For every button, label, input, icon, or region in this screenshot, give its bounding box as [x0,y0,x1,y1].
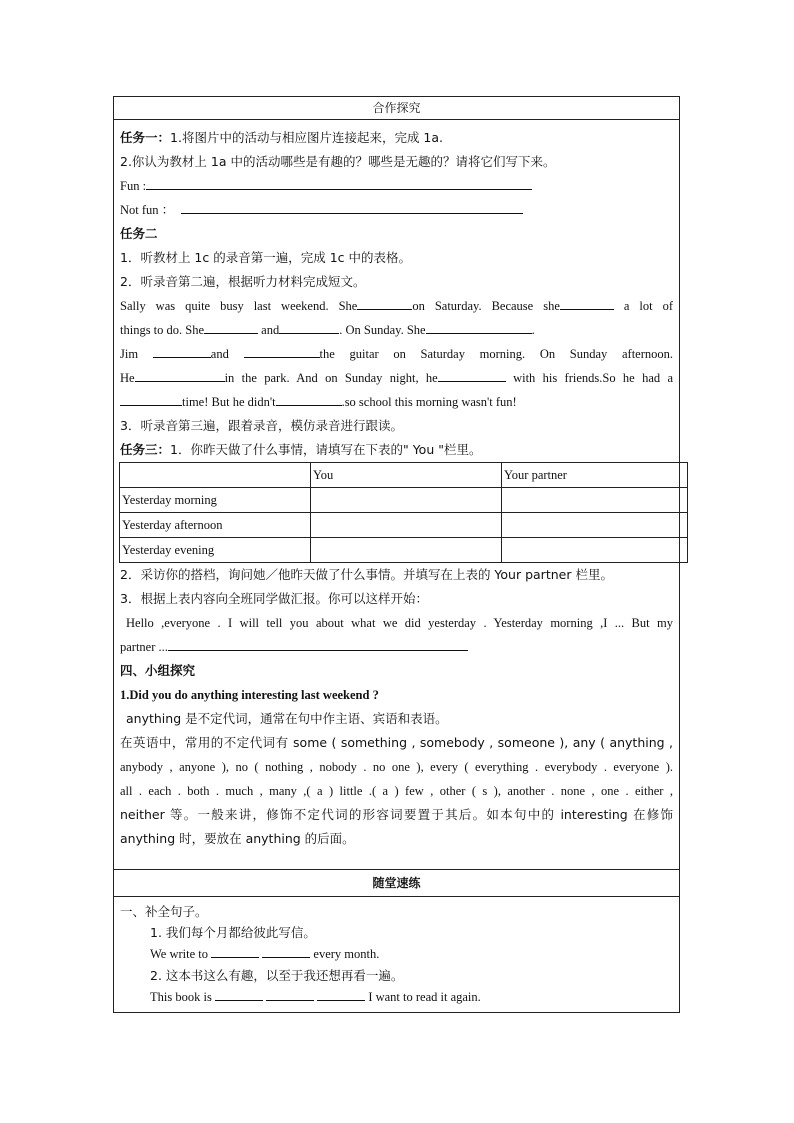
table-header-cell [120,463,311,488]
worksheet [113,96,680,1013]
passage-blank[interactable] [279,319,339,334]
sample-line-2: partner ... [120,635,673,659]
task4-p3: anybody , anyone ), no ( nothing , nobody . no one ), every ( everything . everybody . everyone ). [120,760,673,774]
task4-p4: all . each . both . much , many ,( a ) little .( a ) few , other ( s ), another . none , one . either , [120,784,673,798]
passage-line-3: Jim and the guitar on Saturday morning. On Sunday afternoon. [120,342,673,366]
answer-blank[interactable] [266,986,314,1001]
task2-step3: 3．听录音第三遍，跟着录音，模仿录音进行跟读。 [120,418,403,433]
sample-blank[interactable] [168,636,468,651]
answer-blank[interactable] [317,986,365,1001]
table-header-cell: You [311,463,502,488]
you-cell[interactable] [311,488,502,513]
passage-line-2: things to do. She and . On Sunday. She . [120,318,673,342]
table-header-row [120,463,688,488]
you-cell[interactable] [311,513,502,538]
notfun-line: Not fun ： [120,198,673,222]
passage-blank[interactable] [120,391,182,406]
passage-blank[interactable] [357,295,412,310]
task4-p6: anything 时，要放在 anything 的后面。 [120,831,355,846]
q2-english: This book is I want to read it again. [120,986,673,1008]
task4-question: 1.Did you do anything interesting last weekend ? [120,688,379,702]
table-row [120,488,688,513]
task4-p5: neither 等。一般来讲，修饰不定代词的形容词要置于其后。如本句中的 interesting 在修饰 [120,807,673,822]
table-row [120,513,688,538]
practice-section [114,897,679,1012]
answer-blank[interactable] [215,986,263,1001]
table-row [120,538,688,563]
passage-blank[interactable] [560,295,614,310]
passage-blank[interactable] [438,367,506,382]
partner-cell[interactable] [502,538,688,563]
row-label: Yesterday afternoon [120,513,311,538]
task2-step1: 1．听教材上 1c 的录音第一遍，完成 1c 中的表格。 [120,250,411,265]
passage-line-5: time! But he didn't .so school this morning wasn't fun! [120,390,673,414]
answer-blank[interactable] [211,943,259,958]
passage-blank[interactable] [153,343,211,358]
practice-title: 一、补全句子。 [120,904,208,919]
task3-label: 任务三： [120,442,171,457]
q2-chinese: 2. 这本书这么有趣，以至于我还想再看一遍。 [150,968,404,983]
answer-blank[interactable] [262,943,310,958]
task3-intro: 任务三：1．你昨天做了什么事情，请填写在下表的" You "栏里。 [120,442,482,457]
table-header-cell: Your partner [502,463,688,488]
cooperate-section [114,120,679,869]
task3-step3: 3．根据上表内容向全班同学做汇报。你可以这样开始： [120,591,428,606]
notfun-blank[interactable] [181,199,523,214]
q1-chinese: 1. 我们每个月都给彼此写信。 [150,925,316,940]
fun-line: Fun : [120,174,673,198]
passage-blank[interactable] [276,391,342,406]
task2-step2: 2．听录音第二遍，根据听力材料完成短文。 [120,274,366,289]
task4-label: 四、小组探究 [120,663,196,678]
section-header-practice: 随堂速练 [114,869,679,897]
you-cell[interactable] [311,538,502,563]
task3-step2: 2．采访你的搭档，询问她／他昨天做了什么事情。并填写在上表的 Your partner 栏里。 [120,567,613,582]
row-label: Yesterday evening [120,538,311,563]
passage-line-4: He in the park. And on Sunday night, he with his friends.So he had a [120,366,673,390]
passage-line-1: Sally was quite busy last weekend. She on Saturday. Because she a lot of [120,294,673,318]
passage-blank[interactable] [204,319,258,334]
task2-label: 任务二 [120,226,158,241]
sample-line-1: Hello ,everyone . I will tell you about what we did yesterday . Yesterday morning ,I ... But my [126,616,673,630]
fun-blank[interactable] [146,175,532,190]
partner-cell[interactable] [502,488,688,513]
passage-blank[interactable] [244,343,320,358]
task4-p1: anything 是不定代词，通常在句中作主语、宾语和表语。 [126,711,448,726]
passage-blank[interactable] [426,319,532,334]
q1-english: We write to every month. [120,943,673,965]
section-header-cooperate: 合作探究 [114,97,679,120]
activity-table [119,462,688,563]
task4-p2: 在英语中，常用的不定代词有 some ( something , somebody , someone ), any ( anything , [120,735,673,750]
task1-line2: 2.你认为教材上 1a 中的活动哪些是有趣的？哪些是无趣的？请将它们写下来。 [120,154,556,169]
task1-line1: 任务一：1.将图片中的活动与相应图片连接起来，完成 1a. [120,130,444,145]
row-label: Yesterday morning [120,488,311,513]
task1-label: 任务一： [120,130,171,145]
partner-cell[interactable] [502,513,688,538]
passage-blank[interactable] [135,367,225,382]
